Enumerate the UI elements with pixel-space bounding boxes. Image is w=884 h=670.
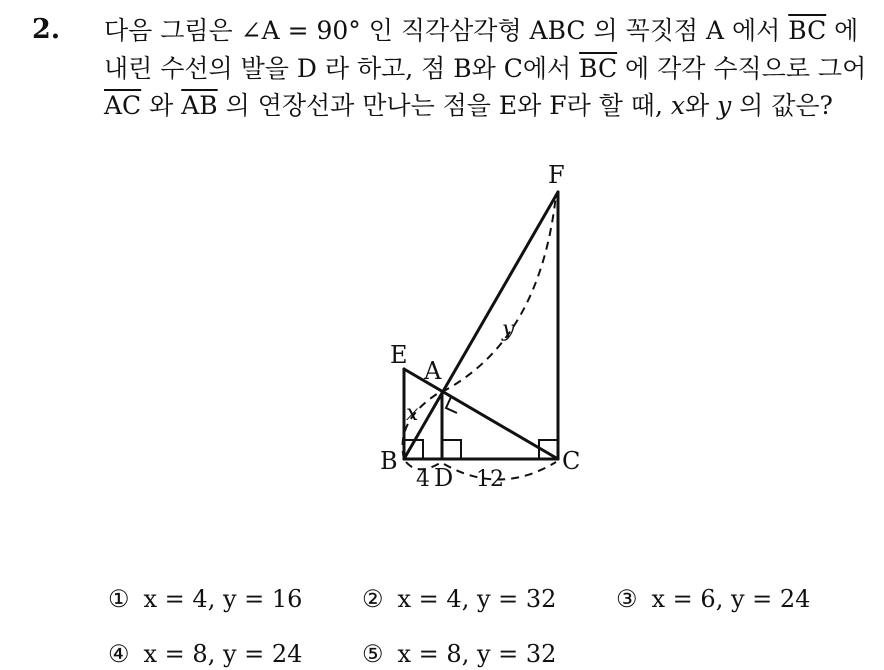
segment-name: $\overline{BC}$ [579, 53, 618, 83]
question-text: 의 연장선과 만나는 점을 E와 F라 할 때, [217, 91, 671, 120]
variable-name: x [670, 91, 685, 120]
choice-text: x = 8, y = 24 [143, 640, 303, 668]
question-text: 와 [141, 91, 182, 120]
question-text: 다음 그림은 ∠A = 90° 인 직각삼각형 ABC 의 꼭짓점 A 에서 [104, 16, 789, 45]
question-text: 와 [684, 91, 718, 120]
choice-text: x = 8, y = 32 [397, 640, 557, 668]
choice-marker: ③ [616, 585, 638, 613]
segment-name: $\overline{AB}$ [181, 91, 218, 120]
segment-bf [404, 192, 558, 459]
point-label-d: D [434, 464, 454, 492]
choice-4[interactable] [108, 640, 302, 668]
segment-name: $\overline{AC}$ [104, 91, 142, 120]
question-text: 에 각각 수직으로 그어 [617, 53, 867, 83]
point-label-e: E [390, 341, 408, 369]
point-label-f: F [548, 161, 565, 189]
choice-text: x = 4, y = 32 [397, 585, 557, 613]
point-label-b: B [380, 447, 398, 475]
variable-name: y [717, 91, 732, 120]
segment-name: $\overline{BC}$ [788, 16, 827, 45]
choice-marker: ④ [108, 640, 130, 668]
choice-3[interactable] [616, 585, 810, 613]
question-text: 의 값은? [731, 91, 833, 120]
point-label-c: C [562, 447, 581, 475]
choice-5[interactable] [362, 640, 556, 668]
point-label-a: A [424, 357, 442, 385]
choice-1[interactable] [108, 585, 302, 613]
right-angle-mark-d [442, 440, 461, 459]
choice-marker: ⑤ [362, 640, 384, 668]
label-x: x [406, 401, 419, 426]
label-bd: 4 [416, 467, 430, 492]
choice-marker: ② [362, 585, 384, 613]
label-dc: 12 [476, 467, 504, 492]
question-text: 내린 수선의 발을 D 라 하고, 점 B와 C에서 [104, 53, 580, 83]
question-text: 에 [826, 16, 859, 45]
question-number: 2. [32, 14, 61, 45]
choice-text: x = 6, y = 24 [651, 585, 811, 613]
choice-2[interactable] [362, 585, 556, 613]
choice-text: x = 4, y = 16 [143, 585, 303, 613]
choice-marker: ① [108, 585, 130, 613]
label-y: y [502, 317, 515, 342]
